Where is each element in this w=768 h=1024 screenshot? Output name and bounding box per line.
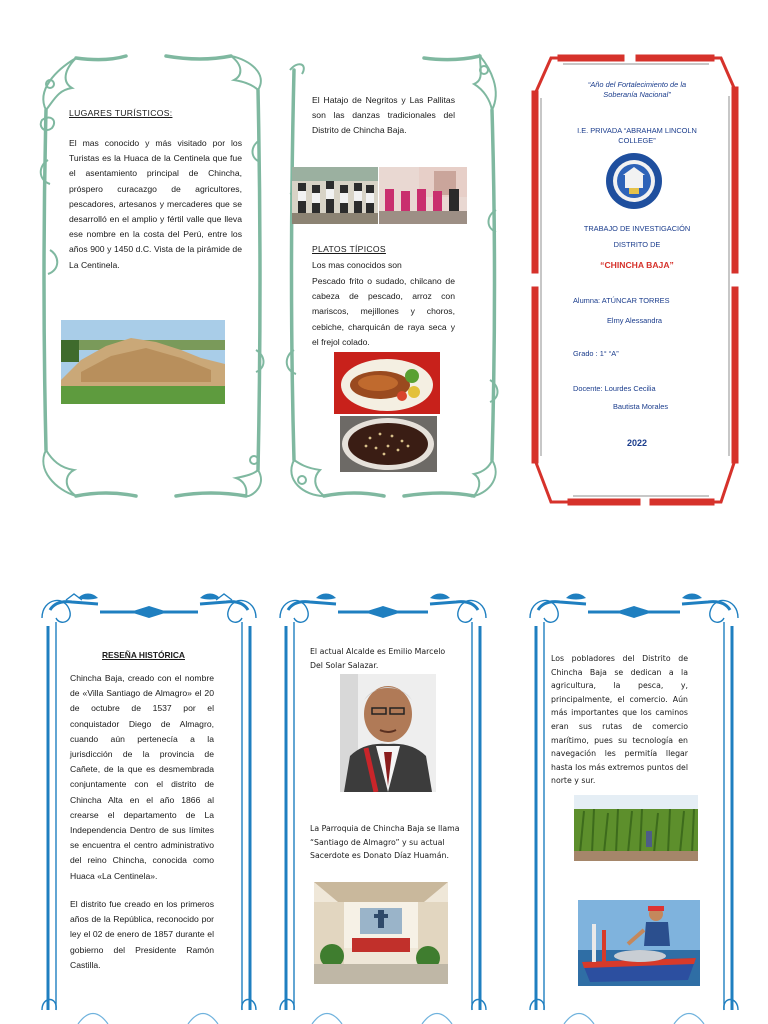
photo-dancers-pallitas [379,167,467,224]
photo-corn-field [574,795,698,861]
photo-parish-interior [314,882,448,984]
parish-text: La Parroquia de Chincha Baja se llama “Santiago de Almagro” y su actual Sacerdote es Donato Díaz Huamán. [310,824,460,861]
cover-motto: “Año del Fortalecimiento de la Soberanía Nacional” [587,80,687,99]
history-body-1: Chincha Baja, creado con el nombre de «Villa Santiago de Almagro» el 20 de octubre de 1537 por el conquistador Diego de Almagro, cuando aún pertenecía a la jurisdicción de la provincia de Cañete, de la que es desmembrada conjuntamente con el distrito de Chincha Alta en el año 1866 al crearse el departamento de La Independencia Dentro de sus límites se encuentra el centro administrativo del reino Chincha, conocida como Huaca «La Centinela». [70,673,214,881]
typical-dishes-body: Pescado frito o sudado, chilcano de cabeza de pescado, arroz con mariscos, mejillones y choros, cebiche, charquicán de raya seca y el frejol colado. [312,276,455,347]
mayor-text: El actual Alcalde es Emilio Marcelo Del Solar Salazar. [310,647,446,670]
panel-cover [527,50,743,510]
cover-school-name: I.E. PRIVADA “ABRAHAM LINCOLN COLLEGE” [577,126,697,145]
tourist-places-heading: LUGARES TURÍSTICOS: [69,108,173,118]
panel-tourist-places [36,50,268,505]
cover-teacher-name: Bautista Morales [613,402,669,411]
photo-dancers-negritos [292,167,378,224]
history-body-2: El distrito fue creado en los primeros años de la República, reconocido por ley el 02 de enero de 1857 durante el gobierno del Presidente Ramón Castilla. [70,899,214,970]
cover-teacher-label: Docente: Lourdes Cecilia [573,384,656,393]
history-heading: RESEÑA HISTÓRICA [102,650,185,660]
panel-history [38,590,260,1024]
photo-fishermen-boat [578,900,700,986]
panel-mayor-parish [276,590,490,1024]
panel-dances-dishes [284,50,502,505]
economy-text: Los pobladores del Distrito de Chincha Baja se dedican a la agricultura, la pesca, y, principalmente, el comercio. Aún más importantes que los caminos eran sus rutas de comercio marítimo, pues su tecnología en navegación les permitía llegar hasta los más extremos puntos del norte y sur. [551,654,688,786]
cover-grade: Grado : 1° “A” [573,349,619,358]
school-logo [605,152,663,210]
cover-research-label: TRABAJO DE INVESTIGACIÓN [583,224,691,233]
cover-district-label: DISTRITO DE [613,240,661,249]
cover-student-label: Alumna: ATÚNCAR TORRES [573,296,670,305]
dances-paragraph: El Hatajo de Negritos y Las Pallitas son las danzas tradicionales del Distrito de Chincha Baja. [312,95,455,136]
cover-student-name: Elmy Alessandra [607,316,663,325]
photo-huaca-la-centinela [61,320,225,404]
photo-frejol-colado [340,416,437,472]
photo-mayor-portrait [340,674,436,792]
panel-economy [526,590,742,1024]
cover-year: 2022 [626,438,648,448]
cover-topic: “CHINCHA BAJA” [600,260,674,270]
typical-dishes-lead: Los mas conocidos son [312,260,402,270]
photo-fried-fish-dish [334,352,440,414]
tourist-places-body: El mas conocido y más visitado por los Turistas es la Huaca de la Centinela que fue el asentamiento principal de Chincha, próspero curacazgo de agricultores, pescadores, artesanos y mercaderes que se desarrolló en el amplio y fértil valle que lleva ese nombre en la costa del Perú, entre los años 900 y 1450 d.C. Vista de la pirámide de La Centinela. [69,138,242,270]
typical-dishes-heading: PLATOS TÍPICOS [312,244,386,254]
